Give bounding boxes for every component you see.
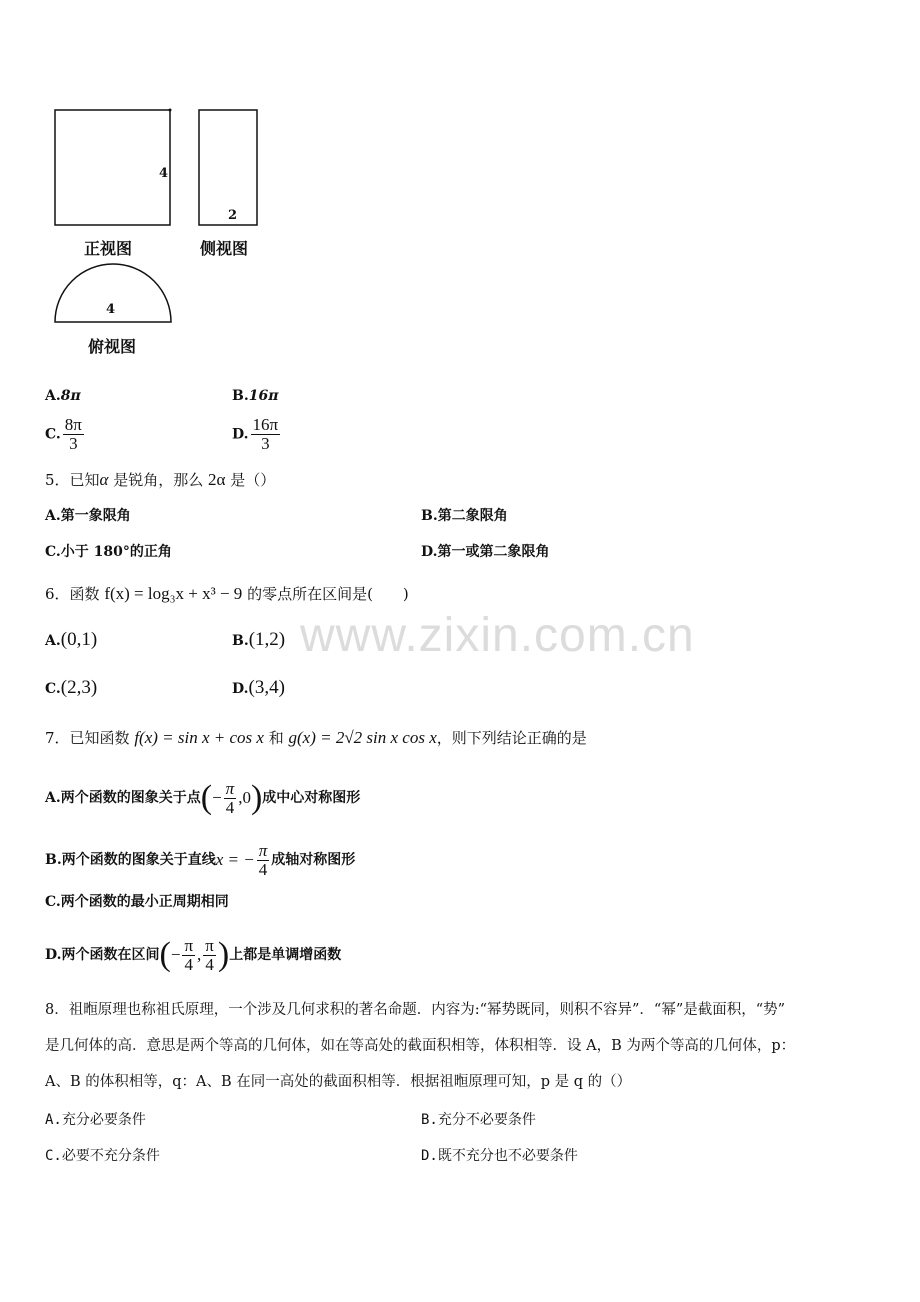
q6-formula: f(x) = log₃x + x³ − 9	[104, 584, 243, 603]
q7-option-a-suffix: 成中心对称图形	[262, 790, 361, 806]
q4-option-b	[232, 386, 278, 406]
q7-option-b-suffix: 成轴对称图形	[271, 852, 356, 868]
q4-option-d-label: D.	[232, 426, 249, 443]
q4-option-d-fraction	[251, 416, 281, 453]
q7-option-a-denominator: 4	[225, 797, 235, 817]
q4-option-d	[232, 416, 282, 453]
q6-option-b	[232, 630, 285, 651]
three-view-figure	[0, 0, 300, 360]
q6-option-c-label: C.	[45, 681, 61, 697]
q7-and: 和	[263, 729, 289, 747]
q6-option-a-value: (0,1)	[60, 629, 98, 650]
q7-option-d	[45, 932, 341, 978]
q4-option-c-fraction	[63, 416, 84, 453]
q7-option-b-denominator: 4	[258, 859, 268, 879]
q7-option-b	[45, 838, 355, 882]
q8-option-c: C.必要不充分条件	[45, 1148, 160, 1164]
q7-option-a	[45, 776, 360, 820]
q7-option-a-prefix: A.两个函数的图象关于点	[45, 790, 201, 806]
q6-option-b-label: B.	[232, 633, 249, 649]
q5-stem	[45, 470, 275, 490]
q8-option-a: A.充分必要条件	[45, 1112, 146, 1128]
q4-option-b-label: B.	[232, 388, 249, 404]
q6-option-a	[45, 630, 97, 651]
q7-suffix: ，则下列结论正确的是	[436, 729, 587, 747]
q8-line-3: A、B 的体积相等，q：A、B 在同一高处的截面积相等．根据祖暅原理可知，p 是 q 的（）	[45, 1074, 632, 1090]
q7-option-d-minus: −	[170, 945, 181, 964]
side-view-dimension: 2	[228, 208, 238, 223]
side-view-label: 侧视图	[200, 239, 249, 258]
q6-option-b-value: (1,2)	[248, 629, 286, 650]
q7-option-d-comma: ,	[197, 945, 202, 964]
q5-prefix: 5．已知	[45, 471, 100, 489]
q6-option-a-label: A.	[45, 633, 61, 649]
q7-option-d-numerator-1: π	[184, 935, 194, 955]
q5-option-c-value: 180°	[93, 544, 130, 560]
q7-option-a-rparen: )	[250, 779, 263, 816]
front-view-square	[55, 110, 170, 225]
q7-option-b-eq: x = −	[215, 850, 255, 869]
q7-option-a-minus: −	[212, 788, 222, 807]
q7-option-d-denominator-1: 4	[184, 954, 193, 974]
q6-option-c-value: (2,3)	[60, 677, 98, 698]
q5-option-c-suffix: 的正角	[129, 544, 172, 560]
q4-option-c-denominator: 3	[69, 434, 78, 453]
q6-option-d	[232, 678, 285, 699]
q6-option-c	[45, 678, 97, 699]
top-view-label: 俯视图	[88, 337, 137, 356]
q7-option-a-fraction	[224, 780, 237, 817]
q6-option-d-value: (3,4)	[248, 677, 285, 698]
q7-option-d-numerator-2: π	[205, 935, 214, 955]
front-view-dimension: 4	[159, 166, 169, 181]
q7-option-d-prefix: D.两个函数在区间	[45, 947, 160, 963]
q7-g-formula: g(x) = 2√2 sin x cos x	[288, 728, 437, 747]
front-view-label: 正视图	[84, 239, 133, 258]
front-view-dot	[169, 109, 172, 112]
watermark: www.zixin.com.cn	[300, 609, 695, 662]
q7-option-d-rparen: )	[217, 936, 230, 973]
q7-option-b-numerator: π	[258, 840, 268, 860]
q4-option-c	[45, 416, 86, 453]
q7-option-a-tail: ,0	[238, 788, 251, 807]
q7-option-d-lparen: (	[159, 936, 171, 973]
q6-stem	[45, 584, 409, 604]
q8-line-1: 8．祖暅原理也称祖氏原理，一个涉及几何求积的著名命题．内容为:“幂势既同，则积不容异”．“幂”是截面积，“势”	[45, 1002, 786, 1018]
q7-option-d-denominator-2: 4	[205, 954, 214, 974]
q5-suffix: 是（）	[225, 471, 276, 489]
q5-option-c-prefix: C.小于	[45, 544, 94, 560]
q6-suffix: 的零点所在区间是( )	[242, 585, 409, 603]
q5-option-b: B.第二象限角	[421, 508, 508, 524]
q5-two-alpha: 2α	[208, 470, 226, 489]
q7-option-b-prefix: B.两个函数的图象关于直线	[45, 852, 216, 868]
q4-option-a-label: A.	[45, 388, 61, 404]
q6-prefix: 6．函数	[45, 585, 105, 603]
q7-f-formula: f(x) = sin x + cos x	[134, 728, 264, 747]
q4-option-a	[45, 386, 81, 406]
top-view-dimension: 4	[106, 302, 116, 317]
q7-option-a-numerator: π	[225, 778, 235, 798]
q7-option-d-suffix: 上都是单调增函数	[229, 947, 342, 963]
q7-prefix: 7．已知函数	[45, 729, 135, 747]
q4-option-c-numerator: 8π	[64, 415, 82, 434]
q5-option-a: A.第一象限角	[45, 508, 131, 524]
q5-mid: 是锐角，那么	[108, 471, 209, 489]
q8-line-2: 是几何体的高．意思是两个等高的几何体，如在等高处的截面积相等，体积相等．设 A，B 为两个等高的几何体，p：	[45, 1038, 796, 1054]
q5-option-d: D.第一或第二象限角	[421, 544, 550, 560]
q4-option-c-label: C.	[45, 426, 61, 443]
q8-option-b: B.充分不必要条件	[421, 1112, 536, 1128]
q5-option-c	[45, 542, 172, 562]
q6-option-d-label: D.	[232, 681, 249, 697]
q7-option-d-fraction-2	[203, 937, 216, 974]
q8-option-d: D.既不充分也不必要条件	[421, 1148, 578, 1164]
q7-option-d-fraction-1	[182, 937, 195, 974]
q7-option-a-lparen: (	[200, 779, 213, 816]
q7-option-b-fraction	[257, 842, 270, 879]
q5-alpha: α	[99, 470, 109, 489]
q4-option-d-numerator: 16π	[252, 415, 279, 434]
q7-stem	[45, 728, 587, 748]
q4-option-d-denominator: 3	[261, 434, 270, 453]
q4-option-b-value: 16π	[248, 388, 279, 404]
q7-option-c: C.两个函数的最小正周期相同	[45, 894, 229, 910]
q4-option-a-value: 8π	[60, 388, 81, 404]
